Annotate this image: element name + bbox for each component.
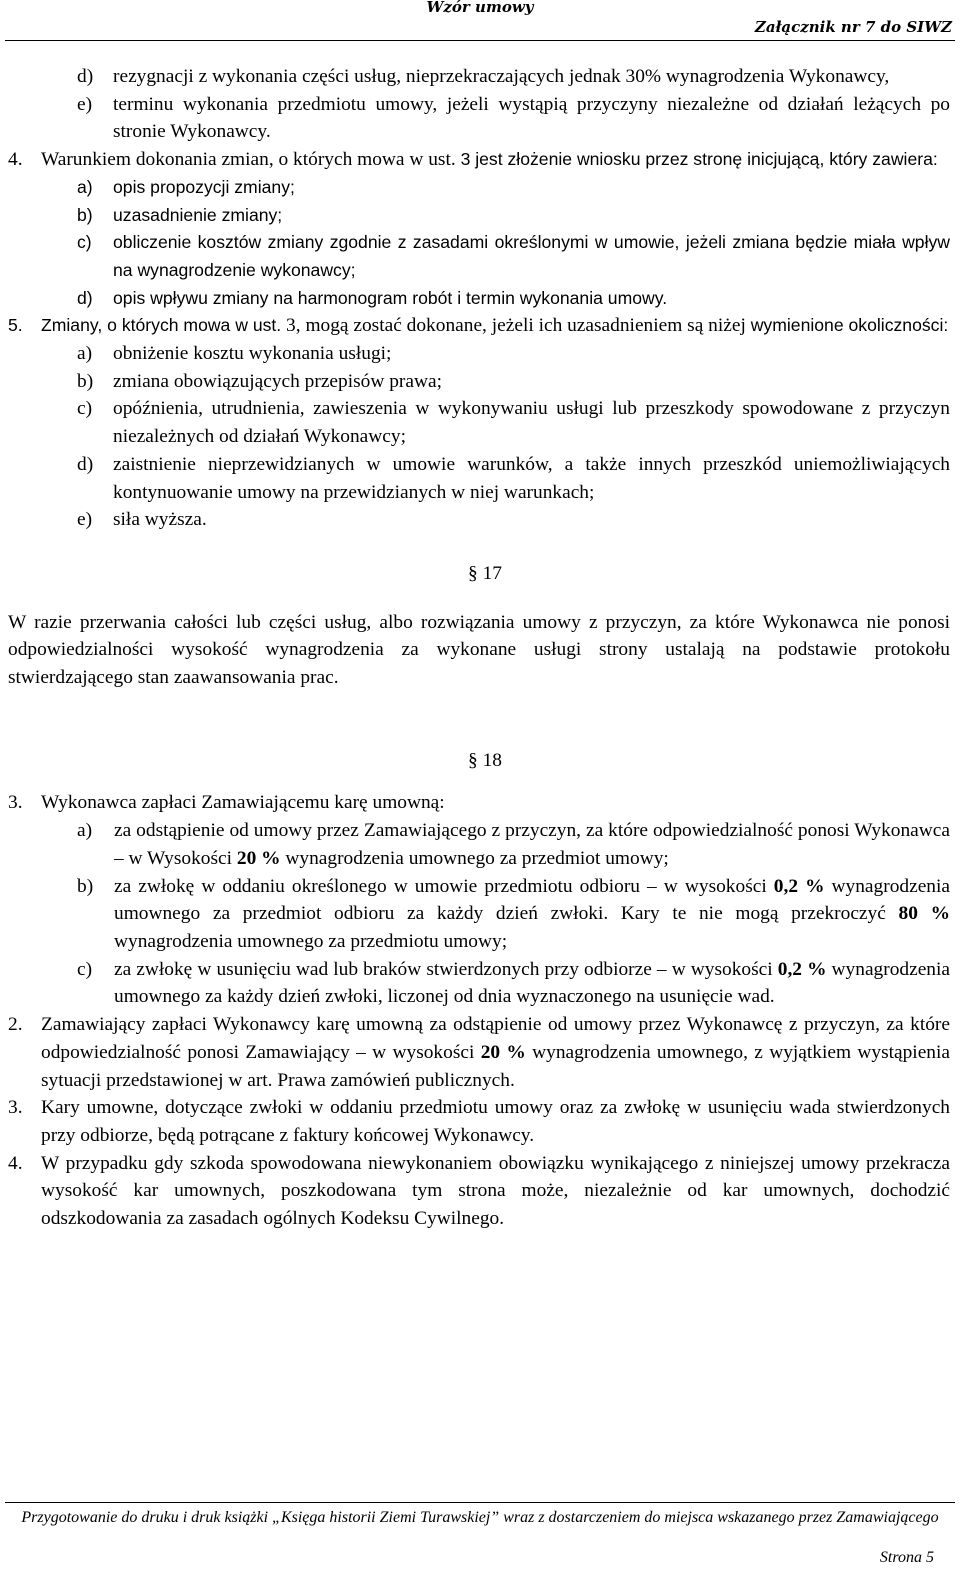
paragraph-text [41, 1011, 950, 1094]
list-item-label: c) [77, 958, 93, 980]
list-item-label: a) [77, 820, 93, 842]
list-item-text: uzasadnienie zmiany; [113, 204, 283, 225]
list-item-label: a) [77, 176, 93, 197]
list-item-text [114, 873, 950, 956]
list-item [0, 506, 960, 534]
list-item [0, 229, 960, 284]
list-item [0, 63, 960, 91]
text-part: wynagrodzenia umownego za przedmiotu umowy; [114, 930, 508, 952]
bold-value: 20 % [236, 847, 281, 869]
paragraph-4 [0, 1150, 960, 1233]
bold-value: 0,2 % [773, 875, 825, 897]
text-part: wynagrodzenia umownego za każdy dzień zwłoki, liczonej od dnia wyznaczonego na usunięcie wad. [114, 958, 950, 1008]
list-item [0, 202, 960, 230]
paragraph-text: W przypadku gdy szkoda spowodowana niewykonaniem obowiązku wynikającego z niniejszej umowy przekracza wysokość kar umownych, poszkodowana tym strona może, niezależnie od kar umownych, dochodzić odszkodowania za zasadach ogólnych Kodeksu Cywilnego. [41, 1152, 950, 1230]
list-item-text: opis propozycji zmiany; [113, 176, 295, 197]
list-item-text [114, 956, 950, 1011]
footer-divider [5, 1502, 955, 1503]
list-item [0, 451, 960, 506]
document-body [0, 63, 960, 1233]
text-part: wynagrodzenia umownego za przedmiot umowy; [280, 847, 669, 869]
text-part: wynagrodzenia umownego, z wyjątkiem wystąpienia sytuacji przedstawionej w art. Prawa zamówień publicznych. [41, 1041, 950, 1091]
text-part: wynagrodzenia umownego za przedmiot odbioru za każdy dzień zwłoki. Kary te nie mogą przekroczyć [114, 875, 950, 925]
list-item [0, 368, 960, 396]
paragraph-2 [0, 1011, 960, 1094]
list-item [0, 285, 960, 313]
paragraph-text [41, 312, 950, 340]
list-item-text: terminu wykonania przedmiotu umowy, jeżeli wystąpią przyczyny niezależne od działań leżących po stronie Wykonawcy. [113, 93, 950, 143]
paragraph-text-part: Warunkiem dokonania zmian, o których mowa w ust. [41, 149, 456, 171]
text-part: za zwłokę w oddaniu określonego w umowie przedmiotu odbioru – w wysokości [114, 875, 774, 897]
list-item-text: obniżenie kosztu wykonania usługi; [113, 343, 392, 365]
list-item [0, 956, 960, 1011]
list-item-label: e) [77, 509, 93, 531]
text-part: za zwłokę w usunięciu wad lub braków stwierdzonych przy odbiorze – w wysokości [114, 958, 778, 980]
list-item-text: rezygnacji z wykonania części usług, nieprzekraczających jednak 30% wynagrodzenia Wykonawcy, [113, 66, 890, 87]
list-item-text: obliczenie kosztów zmiany zgodnie z zasadami określonymi w umowie, jeżeli zmiana będzie miała wpływ na wynagrodzenie wykonawcy; [113, 232, 950, 280]
paragraph-number: 4. [8, 1152, 23, 1174]
list-item [0, 873, 960, 956]
paragraph-3 [0, 789, 960, 817]
paragraph-text-part: Zmiany, o których mowa w ust. [41, 315, 282, 336]
header-divider [5, 40, 955, 41]
list-item-text: opóźnienia, utrudnienia, zawieszenia w wykonywaniu usługi lub przeszkody spowodowane z przyczyn niezależnych od działań Wykonawcy; [113, 398, 950, 448]
list-item [0, 395, 960, 450]
paragraph-number: 5. [8, 315, 23, 336]
list-item-label: a) [77, 343, 93, 365]
footer-text: Przygotowanie do druku i druk książki „Księga historii Ziemi Turawskiej” wraz z dostarczeniem do miejsca wskazanego przez Zamawiającego [21, 1509, 939, 1526]
list-item [0, 817, 960, 872]
section-heading-18: § 18 [468, 749, 502, 771]
paragraph-number: 4. [8, 149, 23, 171]
bold-value: 0,2 % [777, 958, 827, 980]
paragraph-number: 2. [8, 1014, 23, 1036]
list-item-label: d) [77, 287, 93, 308]
spacer [0, 692, 960, 747]
paragraph-text: Wykonawca zapłaci Zamawiającemu karę umowną: [41, 792, 445, 814]
list-item-label: b) [77, 370, 94, 392]
bold-value: 20 % [480, 1041, 526, 1063]
list-item-label: c) [77, 232, 92, 253]
list-item [0, 91, 960, 146]
spacer [0, 534, 960, 560]
list-item-label: d) [77, 453, 94, 475]
paragraph-text: Kary umowne, dotyczące zwłoki w oddaniu przedmiotu umowy oraz za zwłokę w usunięciu wada stwierdzonych przy odbiorze, będą potrącane z faktury końcowej Wykonawcy. [41, 1097, 950, 1146]
paragraph-4 [0, 146, 960, 174]
paragraph-3 [0, 1094, 960, 1149]
paragraph-text-part: 3, mogą zostać dokonane, jeżeli ich uzasadnieniem są niżej [286, 315, 746, 337]
header-title: Wzór umowy [426, 0, 534, 16]
list-item-label: d) [77, 66, 94, 87]
list-item-label: e) [77, 93, 93, 115]
spacer [0, 774, 960, 789]
page-number: Strona 5 [879, 1549, 934, 1566]
list-item-text: siła wyższa. [113, 509, 207, 531]
list-item-label: b) [77, 204, 93, 225]
paragraph-number: 3. [8, 792, 23, 814]
list-item [0, 174, 960, 202]
paragraph-number: 3. [8, 1097, 23, 1119]
paragraph-text [41, 146, 950, 174]
list-item-text [114, 817, 950, 872]
list-item-text: zmiana obowiązujących przepisów prawa; [113, 370, 442, 392]
section-17-text: W razie przerwania całości lub części usług, albo rozwiązania umowy z przyczyn, za które Wykonawca nie ponosi odpowiedzialności wysokość wynagrodzenia za wykonane usługi strony ustalają na podstawie protokołu stwierdzającego stan zaawansowania prac. [8, 611, 950, 689]
list-item-text: zaistnienie nieprzewidzianych w umowie warunków, a także innych przeszkód uniemożliwiających kontynuowanie umowy na przewidzianych w niej warunkach; [113, 453, 950, 503]
header-attachment: Załącznik nr 7 do SIWZ [754, 18, 952, 36]
list-item [0, 340, 960, 368]
paragraph-text-part: wymienione okoliczności: [750, 315, 949, 336]
list-item-label: c) [77, 398, 93, 420]
list-item-text: opis wpływu zmiany na harmonogram robót i termin wykonania umowy. [113, 287, 668, 308]
list-item-label: b) [77, 875, 94, 897]
paragraph-text-part: 3 jest złożenie wniosku przez stronę inicjującą, który zawiera: [460, 149, 938, 170]
text-part: za odstąpienie od umowy przez Zamawiającego z przyczyn, za które odpowiedzialność ponosi Wykonawca – w Wysokości [114, 820, 950, 869]
bold-value: 80 % [898, 903, 950, 925]
paragraph-5 [0, 312, 960, 340]
section-heading-17: § 17 [468, 562, 502, 584]
spacer [0, 588, 960, 609]
text-part: Zamawiający zapłaci Wykonawcy karę umowną za odstąpienie od umowy przez Wykonawcę z przyczyn, za które odpowiedzialność ponosi Zamawiający – w wysokości [41, 1014, 950, 1063]
